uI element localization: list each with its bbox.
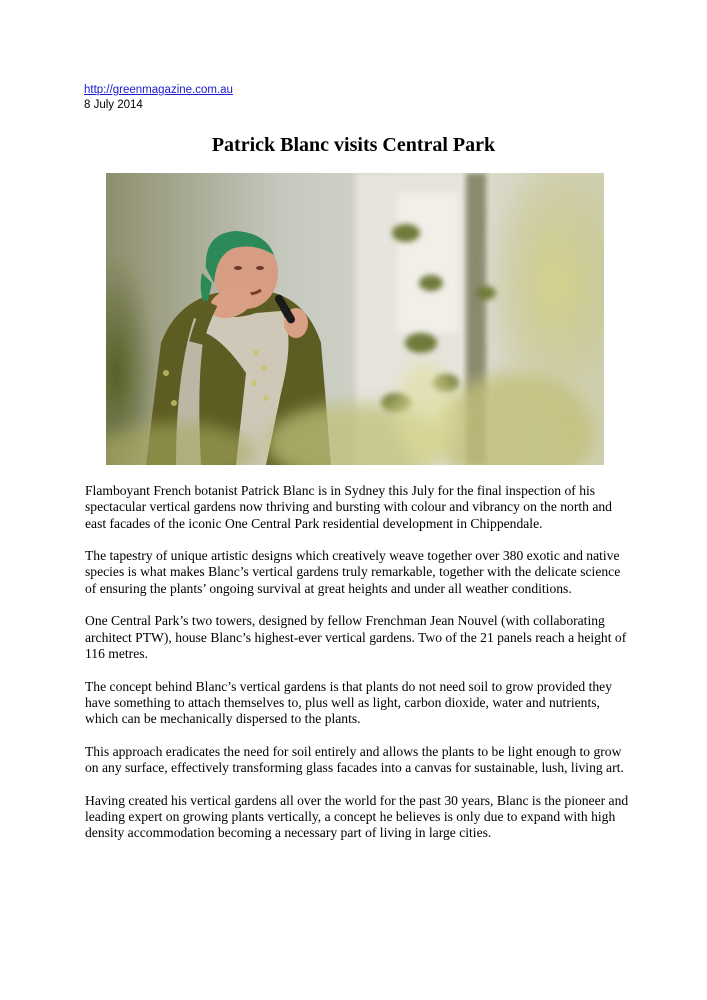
article-title: Patrick Blanc visits Central Park — [211, 134, 496, 156]
photo-patrick-blanc-speaking-icon — [106, 173, 604, 465]
article-paragraph: The tapestry of unique artistic designs which creatively weave together over 380 exotic and native species is what makes Blanc’s vertical gardens truly remarkable, together with the delicate science of ensuring the plants’ ongoing survival at great heights and under all weather conditions. — [85, 548, 621, 596]
article-body — [85, 483, 630, 858]
article-paragraph: Flamboyant French botanist Patrick Blanc is in Sydney this July for the final inspection of his spectacular vertical gardens now thriving and bursting with colour and vibrancy on the north and east facades of the iconic One Central Park residential development in Chippendale. — [85, 483, 612, 531]
article-photo — [106, 173, 604, 465]
publication-date: 8 July 2014 — [84, 99, 143, 111]
article-paragraph: The concept behind Blanc’s vertical gardens is that plants do not need soil to grow provided they have something to attach themselves to, plus well as light, carbon dioxide, water and nutrients, which can be mechanically dispersed to the plants. — [85, 678, 613, 727]
article-paragraph: Having created his vertical gardens all over the world for the past 30 years, Blanc is the pioneer and leading expert on growing plants vertically, a concept he believes is only due to expand with high density accommodation becoming a necessary part of living in large cities. — [85, 792, 629, 841]
source-info — [84, 83, 233, 113]
source-link[interactable]: http://greenmagazine.com.au — [84, 84, 233, 96]
article-paragraph: One Central Park’s two towers, designed by fellow Frenchman Jean Nouvel (with collaborating architect PTW), house Blanc’s highest-ever vertical gardens. Two of the 21 panels reach a height of 116 metres. — [85, 613, 627, 661]
article-paragraph: This approach eradicates the need for soil entirely and allows the plants to be light enough to grow on any surface, effectively transforming glass facades into a canvas for sustainable, lush, living art. — [85, 743, 624, 776]
